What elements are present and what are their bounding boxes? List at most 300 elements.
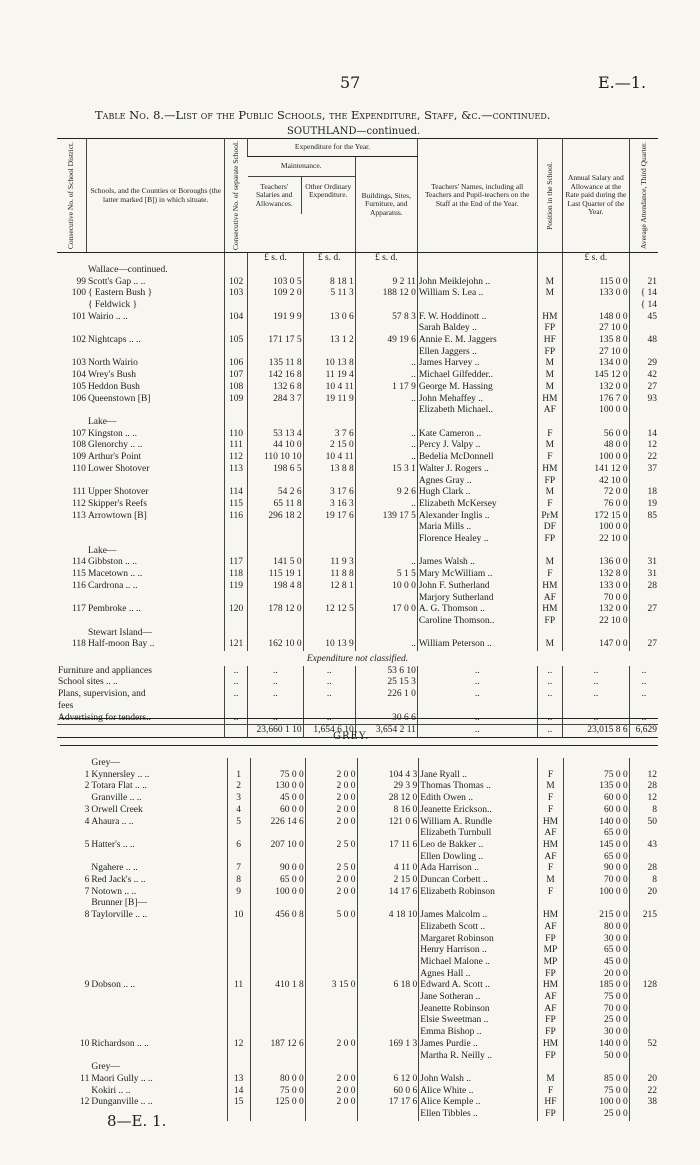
school-name: Ahaura .. .. xyxy=(91,816,134,827)
school-no xyxy=(224,534,247,546)
attendance xyxy=(629,616,658,628)
school-no: 14 xyxy=(227,1086,250,1098)
buildings xyxy=(357,992,419,1004)
school-name xyxy=(87,522,224,534)
salaries xyxy=(248,534,303,546)
school-name: Kynnersley .. .. xyxy=(91,769,150,780)
table-row xyxy=(57,312,658,324)
position: FP xyxy=(538,969,563,981)
school-no: 104 xyxy=(224,312,247,324)
salaries: 103 0 5 xyxy=(248,277,303,289)
district-no xyxy=(22,793,90,805)
salaries: 142 16 8 xyxy=(248,370,303,382)
table-row xyxy=(22,1004,658,1016)
district-no xyxy=(22,863,90,875)
buildings xyxy=(355,476,417,488)
buildings xyxy=(355,616,417,628)
southland-body xyxy=(57,253,658,651)
header-teachers: Teachers' Names, including all Teachers and Pupil-teachers on the Staff at the End of the Year. xyxy=(417,139,537,253)
school-no: 106 xyxy=(224,358,247,370)
school-name: Nightcaps .. .. xyxy=(87,335,141,346)
other-expenditure: 2 0 0 xyxy=(305,1074,357,1086)
attendance: 22 xyxy=(629,1086,658,1098)
attendance: .. xyxy=(629,666,658,678)
salaries xyxy=(250,969,305,981)
annual-salary: 145 12 0 xyxy=(563,370,630,382)
teacher: William A. Rundle xyxy=(419,817,538,829)
attendance: 50 xyxy=(629,817,658,829)
school-no: 114 xyxy=(224,487,247,499)
attendance: 85 xyxy=(629,511,658,523)
position: FP xyxy=(538,1015,563,1027)
salaries xyxy=(250,828,305,840)
salaries xyxy=(248,300,303,312)
school-name xyxy=(87,476,224,488)
teacher: A. G. Thomson .. xyxy=(417,604,537,616)
attendance: 52 xyxy=(629,1039,658,1051)
table-row xyxy=(22,1027,658,1039)
school-no xyxy=(224,265,247,277)
district-no: 102 xyxy=(71,335,86,346)
attendance: 28 xyxy=(629,781,658,793)
table-row xyxy=(22,945,658,957)
salaries: 141 5 0 xyxy=(248,557,303,569)
other-expenditure: 2 0 0 xyxy=(305,793,357,805)
salaries: 187 12 6 xyxy=(250,1039,305,1051)
attendance: 29 xyxy=(629,358,658,370)
table-row xyxy=(57,370,658,382)
school-name: Red Jack's .. .. xyxy=(91,875,146,886)
school-no xyxy=(227,969,250,981)
teacher: Ellen Dowling .. xyxy=(419,852,538,864)
school-no: 111 xyxy=(224,440,247,452)
position: F xyxy=(538,770,563,782)
other-expenditure xyxy=(305,1051,357,1063)
teacher: Michael Malone .. xyxy=(419,957,538,969)
teacher: Marjory Sutherland xyxy=(417,593,537,605)
annual-salary: 75 0 0 xyxy=(563,1086,629,1098)
buildings: 25 15 3 xyxy=(355,677,417,689)
position: F xyxy=(538,1086,563,1098)
school-no: 121 xyxy=(224,639,247,651)
table-row xyxy=(22,1062,658,1074)
attendance xyxy=(629,758,658,770)
attendance: 27 xyxy=(629,604,658,616)
annual-salary: 70 0 0 xyxy=(563,1004,629,1016)
position: HF xyxy=(537,335,563,347)
position: DF xyxy=(537,522,563,534)
position: F xyxy=(537,429,563,441)
district-no xyxy=(57,347,87,359)
salaries: 65 11 8 xyxy=(248,499,303,511)
teacher xyxy=(417,300,537,312)
buildings xyxy=(355,300,417,312)
teacher xyxy=(417,417,537,429)
salaries xyxy=(250,992,305,1004)
buildings: 4 11 0 xyxy=(357,863,419,875)
buildings xyxy=(355,593,417,605)
teacher: Bedelia McDonnell xyxy=(417,452,537,464)
salaries: 191 9 9 xyxy=(248,312,303,324)
table-row xyxy=(57,616,658,628)
attendance: 14 xyxy=(629,429,658,441)
district-no: 106 xyxy=(71,393,86,404)
attendance xyxy=(629,1051,658,1063)
attendance xyxy=(629,934,658,946)
position: M xyxy=(537,288,563,300)
school-no xyxy=(224,347,247,359)
buildings: 9 2 6 xyxy=(355,487,417,499)
annual-salary: 172 15 0 xyxy=(563,511,630,523)
annual-salary: 25 0 0 xyxy=(563,1109,629,1121)
annual-salary: 75 0 0 xyxy=(563,992,629,1004)
annual-salary: 60 0 0 xyxy=(563,793,629,805)
district-no xyxy=(57,593,87,605)
position: HF xyxy=(538,1097,563,1109)
school-no: 110 xyxy=(224,429,247,441)
annual-salary: 148 0 0 xyxy=(563,312,630,324)
attendance xyxy=(629,534,658,546)
not-classified-body xyxy=(57,651,658,725)
buildings: 57 8 3 xyxy=(355,312,417,324)
school-name: Dobson .. .. xyxy=(91,980,136,991)
other-expenditure: .. xyxy=(303,677,355,689)
annual-salary xyxy=(563,265,630,277)
other-expenditure: 11 19 4 xyxy=(303,370,355,382)
total-position: .. xyxy=(537,725,563,738)
salaries xyxy=(248,265,303,277)
position: .. xyxy=(537,689,563,701)
attendance xyxy=(629,852,658,864)
school-no: 107 xyxy=(224,370,247,382)
school-no xyxy=(224,476,247,488)
table-row xyxy=(22,1039,658,1051)
expense-label: Advertising for tenders.. xyxy=(58,712,151,723)
position: M xyxy=(538,875,563,887)
district-no: 99 xyxy=(76,276,86,287)
annual-salary: 100 0 0 xyxy=(563,405,630,417)
school-no: 102 xyxy=(224,277,247,289)
other-expenditure: 10 4 11 xyxy=(303,382,355,394)
position: FP xyxy=(537,476,563,488)
teacher: Kate Cameron .. xyxy=(417,429,537,441)
teacher: .. xyxy=(417,713,537,725)
school-name: Upper Shotover xyxy=(87,487,149,498)
teacher: William Peterson .. xyxy=(417,639,537,651)
district-no: 118 xyxy=(72,639,86,650)
position: M xyxy=(537,382,563,394)
salaries xyxy=(248,701,303,713)
position xyxy=(537,546,563,558)
buildings xyxy=(357,1062,419,1074)
other-expenditure: 19 11 9 xyxy=(303,394,355,406)
salaries xyxy=(248,347,303,359)
salaries xyxy=(250,945,305,957)
teacher: Elizabeth Turnbull xyxy=(419,828,538,840)
salaries: .. xyxy=(248,713,303,725)
buildings xyxy=(355,628,417,640)
position: HM xyxy=(538,840,563,852)
teacher: Mary McWilliam .. xyxy=(417,569,537,581)
annual-salary: 100 0 0 xyxy=(563,1097,629,1109)
buildings xyxy=(357,898,419,910)
other-expenditure: 2 5 0 xyxy=(305,863,357,875)
other-expenditure: 19 17 6 xyxy=(303,511,355,523)
school-no: 108 xyxy=(224,382,247,394)
other-expenditure xyxy=(303,417,355,429)
other-expenditure xyxy=(305,758,357,770)
district-no: 116 xyxy=(72,580,86,591)
position: F xyxy=(538,887,563,899)
not-classified-row xyxy=(57,677,658,689)
school-no xyxy=(224,323,247,335)
salaries xyxy=(248,628,303,640)
table-title: Table No. 8.—List of the Public Schools, the Expenditure, Staff, &c.—continued. xyxy=(95,108,551,122)
teacher xyxy=(417,546,537,558)
salaries: 132 6 8 xyxy=(248,382,303,394)
annual-salary: 100 0 0 xyxy=(563,452,630,464)
salaries xyxy=(248,546,303,558)
annual-salary: 30 0 0 xyxy=(563,934,629,946)
school-name xyxy=(90,1027,227,1039)
table-row xyxy=(57,546,658,558)
district-no: 8 xyxy=(84,910,90,921)
position: FP xyxy=(538,1027,563,1039)
other-expenditure: 10 13 9 xyxy=(303,639,355,651)
annual-salary: 133 0 0 xyxy=(563,581,630,593)
district-no: 103 xyxy=(71,358,86,369)
header-schools: Schools, and the Counties or Boroughs (the latter marked [B]) in which situate. xyxy=(87,139,224,253)
annual-salary: 132 8 0 xyxy=(563,569,630,581)
annual-salary: 70 0 0 xyxy=(563,593,630,605)
salaries xyxy=(250,1004,305,1016)
district-no xyxy=(57,265,87,277)
attendance: 27 xyxy=(629,382,658,394)
position: FP xyxy=(537,323,563,335)
salaries: 115 19 1 xyxy=(248,569,303,581)
school-name: Macetown .. .. xyxy=(87,569,143,580)
buildings: .. xyxy=(355,394,417,406)
table-row xyxy=(22,969,658,981)
attendance xyxy=(629,969,658,981)
school-no: 120 xyxy=(224,604,247,616)
district-no: 114 xyxy=(72,557,86,568)
position: FP xyxy=(538,1051,563,1063)
total-salaries: 23,660 1 10 xyxy=(248,725,303,738)
table-row xyxy=(57,323,658,335)
attendance xyxy=(629,593,658,605)
teacher: Ellen Tibbles .. xyxy=(419,1109,538,1121)
attendance: 93 xyxy=(629,394,658,406)
salaries: 54 2 6 xyxy=(248,487,303,499)
attendance: 42 xyxy=(629,370,658,382)
district-no xyxy=(57,534,87,546)
attendance: 31 xyxy=(629,557,658,569)
page-number: 57 xyxy=(340,73,361,92)
position: HM xyxy=(538,910,563,922)
other-expenditure: .. xyxy=(303,689,355,701)
annual-salary: 135 0 0 xyxy=(563,781,629,793)
attendance xyxy=(629,945,658,957)
table-row xyxy=(22,1051,658,1063)
attendance: 20 xyxy=(629,1074,658,1086)
school-name: Ngahere .. .. xyxy=(91,863,138,874)
school-no xyxy=(227,992,250,1004)
other-expenditure: 2 15 0 xyxy=(303,440,355,452)
school-no xyxy=(227,945,250,957)
lsd-header: £ s. d. xyxy=(303,253,355,265)
position xyxy=(537,628,563,640)
teacher: Emma Bishop .. xyxy=(419,1027,538,1039)
buildings: 2 15 0 xyxy=(357,875,419,887)
school-no: 7 xyxy=(227,863,250,875)
school-name xyxy=(87,616,224,628)
table-row xyxy=(22,992,658,1004)
table-row xyxy=(57,440,658,452)
teacher: Hugh Clark .. xyxy=(417,487,537,499)
expense-label: Furniture and appliances xyxy=(58,665,152,676)
other-expenditure: 5 0 0 xyxy=(305,910,357,922)
salaries: 109 2 0 xyxy=(248,288,303,300)
position xyxy=(537,300,563,312)
attendance: 27 xyxy=(629,639,658,651)
other-expenditure: 5 11 3 xyxy=(303,288,355,300)
salaries xyxy=(248,616,303,628)
district-no: 111 xyxy=(72,487,86,498)
buildings xyxy=(357,934,419,946)
teacher: Ada Harrison .. xyxy=(419,863,538,875)
district-no xyxy=(57,522,87,534)
school-no xyxy=(224,616,247,628)
attendance: 28 xyxy=(629,863,658,875)
other-expenditure: 12 8 1 xyxy=(303,581,355,593)
annual-salary: 176 7 0 xyxy=(563,394,630,406)
position: PrM xyxy=(537,511,563,523)
annual-salary xyxy=(563,1062,629,1074)
school-no xyxy=(227,922,250,934)
salaries: 80 0 0 xyxy=(250,1074,305,1086)
teacher: Alice Kemple .. xyxy=(419,1097,538,1109)
annual-salary: 100 0 0 xyxy=(563,522,630,534)
district-no xyxy=(22,1086,90,1098)
school-no: 5 xyxy=(227,817,250,829)
teacher: Leo de Bakker .. xyxy=(419,840,538,852)
teacher: James Harvey .. xyxy=(417,358,537,370)
table-row xyxy=(57,358,658,370)
other-expenditure: 2 0 0 xyxy=(305,1097,357,1109)
annual-salary: 133 0 0 xyxy=(563,288,630,300)
attendance xyxy=(629,828,658,840)
buildings: 8 16 0 xyxy=(357,805,419,817)
school-no: .. xyxy=(224,677,247,689)
buildings xyxy=(355,265,417,277)
school-no xyxy=(224,593,247,605)
header-position: Position in the School. xyxy=(544,161,554,230)
teacher: Jane Ryall .. xyxy=(419,770,538,782)
table-row xyxy=(22,805,658,817)
salaries xyxy=(250,758,305,770)
position: M xyxy=(538,781,563,793)
district-no: 11 xyxy=(80,1073,90,1084)
annual-salary: 48 0 0 xyxy=(563,440,630,452)
position: HM xyxy=(538,817,563,829)
teacher: Percy J. Valpy .. xyxy=(417,440,537,452)
district-no xyxy=(57,405,87,417)
buildings: .. xyxy=(355,639,417,651)
other-expenditure: 2 0 0 xyxy=(305,1039,357,1051)
buildings: .. xyxy=(355,429,417,441)
annual-salary: 22 10 0 xyxy=(563,534,630,546)
annual-salary: 72 0 0 xyxy=(563,487,630,499)
school-name xyxy=(90,922,227,934)
school-name: Wrey's Bush xyxy=(87,370,136,381)
other-expenditure xyxy=(303,405,355,417)
district-no xyxy=(22,1027,90,1039)
table-row xyxy=(57,581,658,593)
attendance xyxy=(629,1004,658,1016)
table-row xyxy=(57,522,658,534)
salaries: .. xyxy=(248,677,303,689)
table-row xyxy=(57,476,658,488)
position: FP xyxy=(537,347,563,359)
header-attendance: Average Attendance, Third Quarter. xyxy=(638,142,648,250)
school-name: { Feldwick } xyxy=(87,299,138,310)
not-classified-row xyxy=(57,701,658,713)
table-row xyxy=(22,934,658,946)
salaries: .. xyxy=(248,689,303,701)
annual-salary: 22 10 0 xyxy=(563,616,630,628)
buildings xyxy=(357,1004,419,1016)
district-no xyxy=(22,1004,90,1016)
document-reference: E.—1. xyxy=(598,73,647,92)
buildings: 17 0 0 xyxy=(355,604,417,616)
attendance xyxy=(629,957,658,969)
other-expenditure: 2 0 0 xyxy=(305,817,357,829)
district-no: 4 xyxy=(84,816,90,827)
school-no: 117 xyxy=(224,557,247,569)
teacher: Annie E. M. Jaggers xyxy=(417,335,537,347)
table-row xyxy=(22,980,658,992)
buildings: 15 3 1 xyxy=(355,464,417,476)
other-expenditure xyxy=(303,323,355,335)
school-no: 103 xyxy=(224,288,247,300)
table-row xyxy=(22,770,658,782)
school-no: 10 xyxy=(227,910,250,922)
attendance: 37 xyxy=(629,464,658,476)
attendance: 20 xyxy=(629,887,658,899)
school-name: North Wairio xyxy=(87,358,138,369)
buildings: 29 3 9 xyxy=(357,781,419,793)
buildings: 10 0 0 xyxy=(355,581,417,593)
other-expenditure xyxy=(305,1004,357,1016)
annual-salary: 45 0 0 xyxy=(563,957,629,969)
position: AF xyxy=(537,405,563,417)
position: .. xyxy=(537,666,563,678)
attendance: .. xyxy=(629,713,658,725)
salaries: 75 0 0 xyxy=(250,1086,305,1098)
teacher: James Malcolm .. xyxy=(419,910,538,922)
not-classified-row xyxy=(57,689,658,701)
annual-salary xyxy=(563,701,630,713)
annual-salary: 135 8 0 xyxy=(563,335,630,347)
district-no: 101 xyxy=(71,311,86,322)
position: HM xyxy=(537,604,563,616)
salaries: 162 10 0 xyxy=(248,639,303,651)
salaries: 53 13 4 xyxy=(248,429,303,441)
district-no: 108 xyxy=(71,440,86,451)
annual-salary: 140 0 0 xyxy=(563,1039,629,1051)
buildings: 28 12 0 xyxy=(357,793,419,805)
